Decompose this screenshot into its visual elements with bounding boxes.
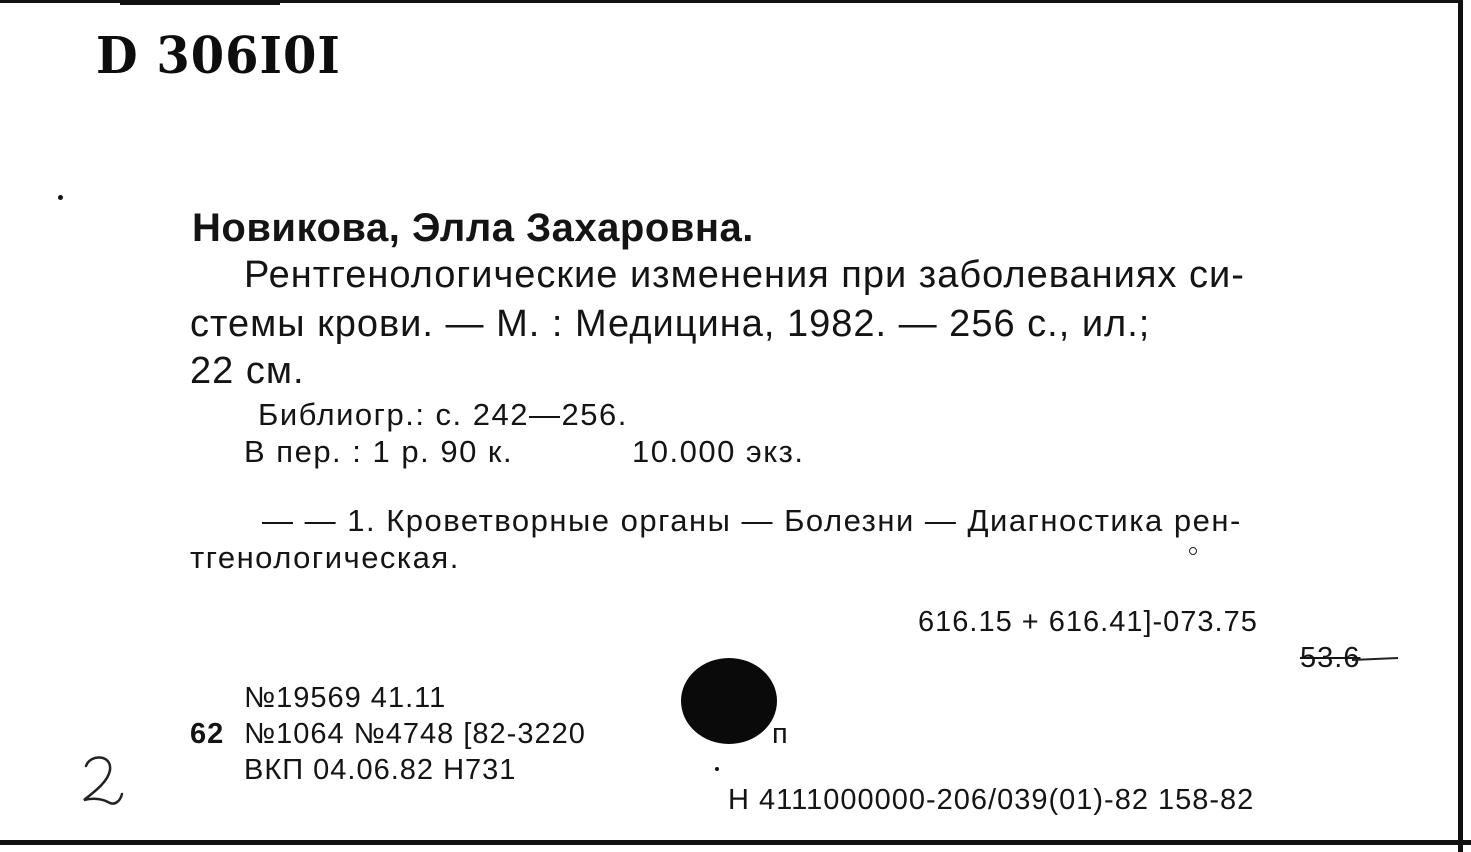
strike-mark: [1350, 652, 1402, 666]
bibliography-note: Библиогр.: с. 242—256.: [258, 397, 628, 432]
isbn-record: Н 4111000000-206/039(01)-82 158-82: [728, 784, 1255, 816]
catalog-number-1: №19569 41.11: [244, 682, 447, 714]
card-bottom-edge: [0, 840, 1471, 845]
title-line-2: стемы крови. — М. : Медицина, 1982. — 256 с., ил.;: [190, 303, 1151, 345]
title-line-3: 22 см.: [190, 350, 305, 392]
print-run: 10.000 экз.: [632, 434, 805, 469]
catalog-number-2: №1064 №4748 [82-3220: [244, 718, 586, 750]
bbk-classification: 53.6: [1300, 642, 1361, 674]
subject-heading-line-1: — — 1. Кроветворные органы — Болезни — Диагностика рен-: [262, 503, 1242, 538]
udc-classification: 616.15 + 616.41]-073.75: [918, 606, 1258, 638]
speck-ring: [1189, 547, 1197, 555]
author-heading: Новикова, Элла Захаровна.: [192, 206, 754, 250]
price-note: В пер. : 1 р. 90 к.: [244, 434, 514, 469]
vkp-record: ВКП 04.06.82 Н731: [244, 754, 517, 786]
card-prefix-number: 62: [190, 718, 225, 750]
ink-blot: [681, 658, 777, 744]
subject-heading-line-2: тгенологическая.: [190, 540, 460, 575]
card-top-mark: [120, 0, 280, 5]
speck: [715, 767, 719, 771]
handwritten-number-mark: [76, 752, 128, 814]
title-line-1: Рентгенологические изменения при заболеваниях си-: [244, 254, 1245, 296]
speck: [58, 195, 63, 200]
card-right-edge: [1458, 0, 1463, 852]
catalog-number-tail: п: [772, 718, 789, 750]
inventory-stamp: D 306I0I: [96, 26, 341, 86]
